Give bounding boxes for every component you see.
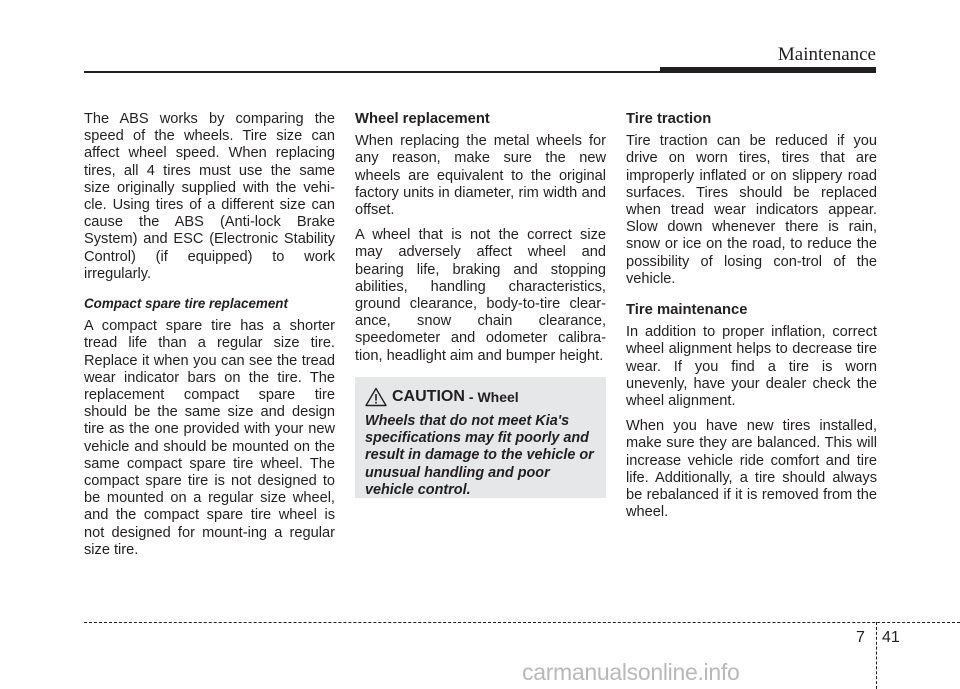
tire-traction-heading: Tire traction	[626, 111, 712, 127]
tire-maintenance-paragraph-1: In addition to proper inflation, correct wheel alignment helps to decrease tire wear. If you find a tire is worn unevenly, have your dealer check the wheel alignment.	[626, 324, 877, 410]
column-1	[84, 111, 335, 567]
footer-dashed-rule	[84, 622, 960, 623]
header-rule-thin	[84, 71, 662, 73]
footer-dashed-divider	[876, 622, 877, 689]
caution-box	[355, 377, 606, 498]
page-number: 41	[882, 629, 900, 646]
header-rule-thick	[660, 67, 876, 73]
compact-spare-paragraph: A compact spare tire has a shorter tread life than a regular size tire. Replace it when you can see the tread wear indicator bars on the tire. The replacement compact spare tire should be the same size and design tire as the one provided with your new vehicle and should be mounted on the same compact spare tire wheel. The compact spare tire is not designed to be mounted on a regular size wheel, and the compact spare tire wheel is not designed for mount-ing a regular size tire.	[84, 318, 335, 558]
column-2	[355, 111, 606, 373]
tire-traction-paragraph: Tire traction can be reduced if you drive on worn tires, tires that are improperly inflated or on slippery road surfaces. Tires should be replaced when tread wear indicators appear. Slow down whenever there is rain, snow or ice on the road, to reduce the possibility of losing con-trol of the vehicle.	[626, 133, 877, 287]
watermark-link[interactable]: carmanualsonline.info	[522, 659, 740, 685]
abs-paragraph: The ABS works by comparing the speed of the wheels. Tire size can affect wheel speed. When replacing tires, all 4 tires must use the same size originally supplied with the vehi-cle. Using tires of a different size can cause the ABS (Anti-lock Brake System) and ESC (Electronic Stability Control) (if equipped) to work irregularly.	[84, 111, 335, 282]
tire-maintenance-heading: Tire maintenance	[626, 302, 748, 319]
page-header-title: Maintenance	[777, 44, 876, 65]
caution-header	[365, 387, 596, 407]
chapter-number: 7	[856, 629, 865, 646]
wheel-replacement-heading: Wheel replacement	[355, 111, 490, 127]
warning-triangle-icon	[365, 387, 387, 407]
caution-label: CAUTION	[392, 388, 465, 405]
caution-subject: - Wheel	[468, 389, 519, 405]
column-3	[626, 111, 877, 529]
tire-maintenance-paragraph-2: When you have new tires installed, make sure they are balanced. This will increase vehicle ride comfort and tire life. Additionally, a tire should always be rebalanced if it is removed from the wheel.	[626, 418, 877, 521]
compact-spare-subheading: Compact spare tire replacement	[84, 296, 288, 312]
wheel-replacement-paragraph-2: A wheel that is not the correct size may adversely affect wheel and bearing life, braking and stopping abilities, handling characteristics, ground clearance, body-to-tire clear-ance, snow chain clearance, speedometer and odometer calibra-tion, headlight aim and bumper height.	[355, 227, 606, 364]
caution-text: Wheels that do not meet Kia's specifications may fit poorly and result in damage to the vehicle or unusual handling and poor vehicle control.	[365, 413, 594, 498]
wheel-replacement-paragraph-1: When replacing the metal wheels for any reason, make sure the new wheels are equivalent to the original factory units in diameter, rim width and offset.	[355, 133, 606, 219]
